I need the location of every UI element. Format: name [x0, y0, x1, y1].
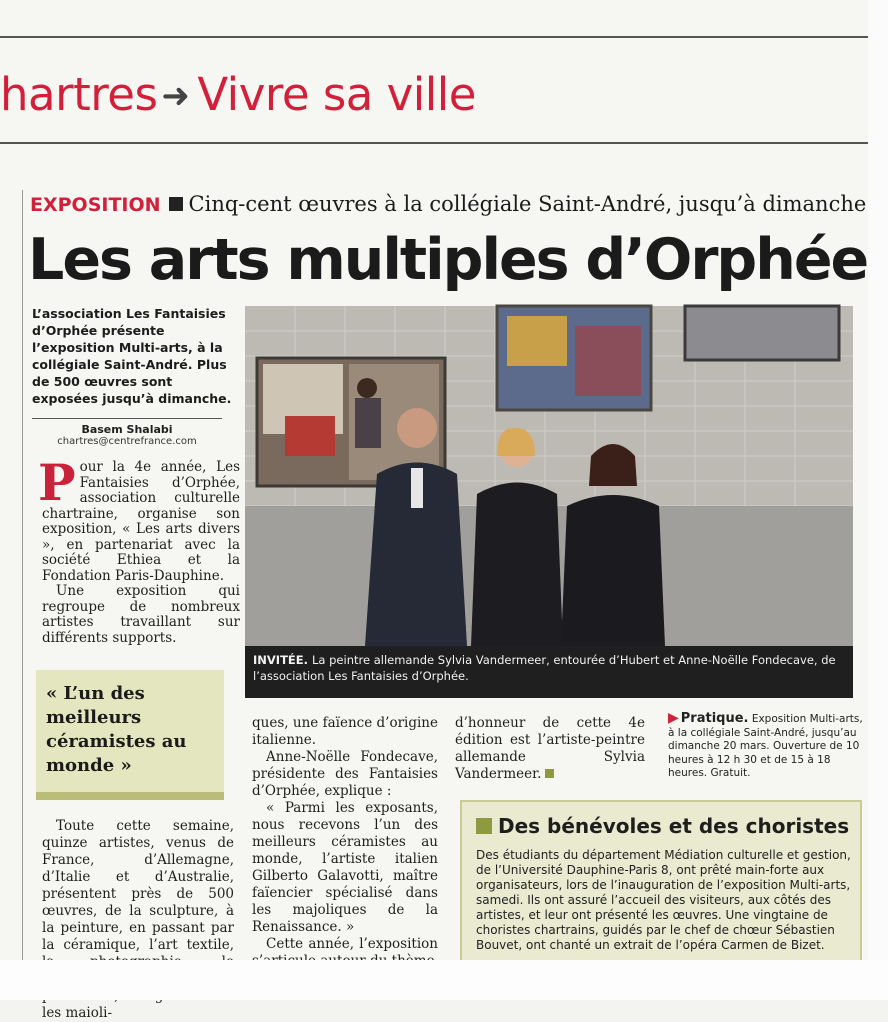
box-text: Des étudiants du département Médiation culturelle et gestion, de l’Université Dauphine-Paris 8, ont prêté main-forte aux organisateurs, lors de l’inauguration de l’exposition Multi-arts, samedi. Ils ont assuré l’accueil des visiteurs, aux côtés des artistes, et leur ont présenté les œuvres. Une vingtaine de choristes chartrains, guidés par le chef de chœur Sébastien Bouvet, ont chanté un extrait de l’opéra Carmen de Bizet.	[476, 848, 851, 952]
box-title-text: Des bénévoles et des choristes	[498, 814, 850, 838]
body-paragraph: Cette année, l’exposition	[266, 936, 438, 952]
body-paragraph: Anne-Noëlle Fondecave, présidente des Fantaisies d’Orphée, explique :	[252, 749, 438, 799]
photo-illustration	[245, 306, 853, 646]
body-column-1	[38, 453, 240, 646]
triangle-right-icon: ▶	[668, 710, 679, 726]
pull-quote	[36, 670, 224, 800]
author-email: chartres@centrefrance.com	[57, 436, 197, 447]
article-photo	[245, 306, 853, 646]
arrow-right-icon: ➜	[161, 76, 190, 116]
box-title	[476, 814, 849, 838]
square-bullet-icon	[169, 197, 183, 211]
left-column-rule	[22, 190, 23, 960]
headline: Les arts multiples d’Orphée	[28, 227, 868, 293]
body-paragraph	[455, 715, 645, 783]
sidebar-box	[460, 800, 862, 974]
body-paragraph: ques, une faïence d’origine italienne.	[252, 715, 438, 748]
body-column-3	[455, 715, 645, 783]
kicker-text: Cinq-cent œuvres à la collégiale Saint-André, jusqu’à dimanche	[188, 192, 867, 216]
top-rule	[0, 36, 868, 38]
body-column-2	[252, 715, 438, 970]
kicker	[30, 192, 866, 216]
body-paragraph: « Parmi les exposants, nous recevons l’un des meilleurs céramistes au monde, l’artiste italien Gilberto Galavotti, maître faïencier spécialisé dans les majoliques de la Renaissance. »	[252, 800, 438, 935]
lead-paragraph: L’association Les Fantaisies d’Orphée présente l’exposition Multi-arts, à la collégiale Saint-André. Plus de 500 œuvres sont exposées jusqu’à dimanche.	[32, 306, 232, 406]
body-paragraph: our la 4e année, Les Fantaisies d’Orphée, association culturelle chartraine, organise son exposition, « Les arts divers », en partenariat avec la société Ethiea et la Fondation Paris-Dauphine.	[42, 459, 240, 584]
body-paragraph: Une exposition qui regroupe de nombreux artistes travaillant sur différents supports.	[42, 583, 240, 646]
photo-caption	[245, 646, 853, 698]
caption-text: La peintre allemande Sylvia Vandermeer, entourée d’Hubert et Anne-Noëlle Fondecave, de l’association Les Fantaisies d’Orphée.	[253, 653, 836, 683]
scan-edge-bottom	[0, 960, 888, 1000]
scan-edge-right	[868, 0, 888, 1000]
drop-cap: P	[38, 453, 76, 512]
caption-lead: INVITÉE.	[253, 653, 309, 667]
section-rubric: Vivre sa ville	[197, 68, 476, 121]
author-name: Basem Shalabi	[81, 423, 173, 436]
kicker-label: EXPOSITION	[30, 194, 161, 216]
section-header	[0, 68, 476, 121]
pull-quote-text: « L’un des meilleurs céramistes au monde »	[46, 683, 187, 776]
section-city: hartres	[0, 68, 158, 121]
practical-info	[668, 712, 864, 781]
section-rule	[0, 142, 868, 144]
square-bullet-icon	[476, 818, 492, 834]
byline	[32, 418, 222, 447]
end-square-icon	[545, 769, 554, 778]
practical-label: Pratique.	[680, 711, 749, 726]
body-text: d’honneur de cette 4e édition est l’artiste-peintre allemande Sylvia Vandermeer.	[455, 715, 645, 782]
practical-text: Exposition Multi-arts, à la collégiale Saint-André, jusqu’au dimanche 20 mars. Ouverture de 10 heures à 12 h 30 et de 15 à 18 heures. Gratuit.	[668, 713, 863, 779]
body-paragraph: Toute cette semaine, quinze artistes, venus de France, d’Allemagne, d’Italie et d’Australie, présentent près de 500 œuvres, de la sculpture, à la peinture, en passant par la céramique, l’art textile, les maioli-	[42, 818, 234, 1021]
